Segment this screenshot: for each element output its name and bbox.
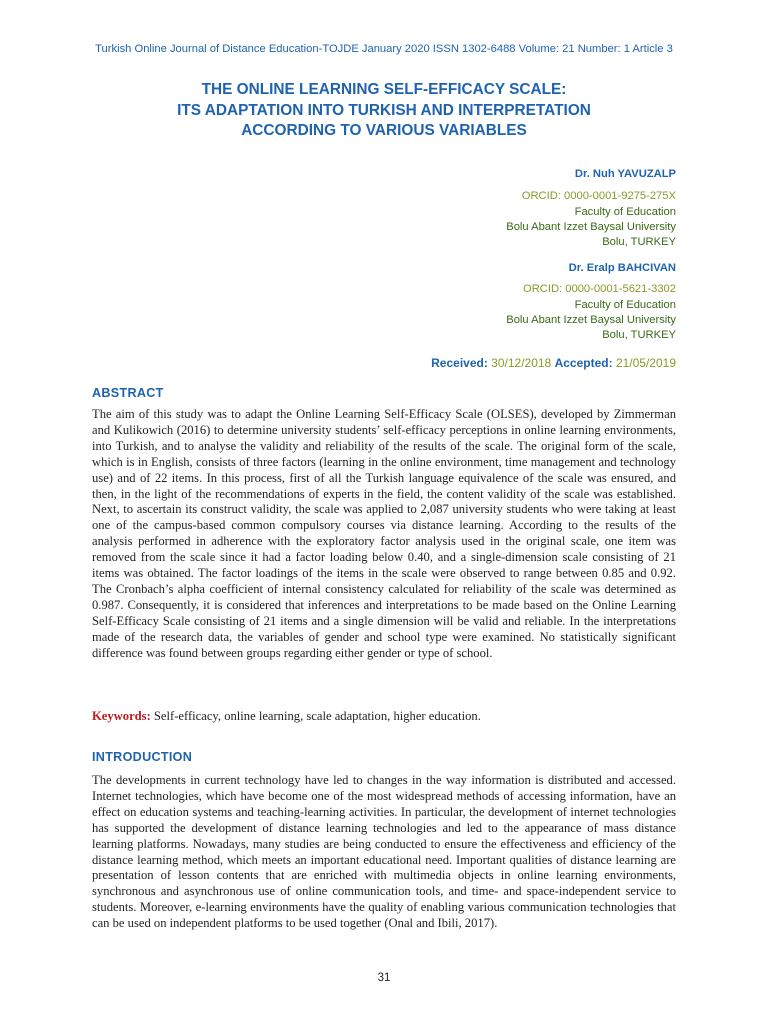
keywords [92,709,676,724]
introduction-heading: INTRODUCTION [92,750,193,764]
author-block-1 [506,167,676,250]
introduction-text: The developments in current technology have led to changes in the way information is distributed and accessed. Internet technologies, which have become one of the most widespread methods of accessing information, have an effect on education systems and teaching-learning activities. In particular, the development of internet technologies has supported the development of distance learning technologies and led to the appearance of mass distance learning platforms. Nowadays, many studies are being conducted to ensure the effectiveness and efficiency of the distance learning method, which meets an important educational need. Important qualities of distance learning are presentation of lesson contents that are enriched with multimedia objects in online learning environments, synchronous and asynchronous use of online communication tools, and time- and space-independent service to students. Moreover, e-learning environments have the quality of enabling various communication technologies that can be used on independent platforms to be used together (Onal and Ibili, 2017). [92,773,676,931]
submission-dates [431,356,676,370]
author-university: Bolu Abant Izzet Baysal University [506,313,676,326]
title-line: THE ONLINE LEARNING SELF-EFFICACY SCALE: [201,81,567,98]
keywords-text: Self-efficacy, online learning, scale adaptation, higher education. [150,709,481,723]
author-location: Bolu, TURKEY [602,236,676,249]
accepted-date: 21/05/2019 [615,356,676,370]
paper-title [60,80,708,142]
author-name: Dr. Nuh YAVUZALP [574,168,676,180]
author-orcid: ORCID: 0000-0001-5621-3302 [523,283,676,296]
abstract-text: The aim of this study was to adapt the Online Learning Self-Efficacy Scale (OLSES), developed by Zimmerman and Kulikowich (2016) to determine university students’ self-efficacy perceptions in online learning environments, into Turkish, and to analyse the validity and reliability of the results of the scale. The original form of the scale, which is in English, consists of three factors (learning in the online environment, time management and technology use) and of 22 items. In this process, first of all the Turkish language equivalence of the scale was ensured, and then, in the light of the recommendations of experts in the field, the content validity of the scale was established. Next, to ascertain its construct validity, the scale was applied to 2,087 university students who were taking at least one of the campus-based common compulsory courses via distance learning. According to the results of the analysis performed in adherence with the exploratory factor analysis used in the original scale, one item was removed from the scale since it had a factor loading below 0.40, and a single-dimension scale consisting of 21 items was obtained. The factor loadings of the items in the scale were observed to range between 0.85 and 0.92. The Cronbach’s alpha coefficient of internal consistency calculated for reliability of the scale was determined as 0.987. Consequently, it is considered that inferences and interpretations to be made based on the Online Learning Self-Efficacy Scale consisting of 21 items and a single dimension will be valid and reliable. In the interpretations made of the research data, the variables of gender and school type were examined. No statistically significant difference was found between groups regarding either gender or type of school. [92,407,676,660]
page-number: 31 [377,972,391,984]
author-block-2 [506,261,676,343]
accepted-label: Accepted: [554,356,613,370]
keywords-label: Keywords: [92,709,151,723]
title-line: ITS ADAPTATION INTO TURKISH AND INTERPRETATION [177,101,591,119]
received-label: Received: [431,356,488,370]
title-line: ACCORDING TO VARIOUS VARIABLES [241,122,527,139]
running-header: Turkish Online Journal of Distance Education-TOJDE January 2020 ISSN 1302-6488 Volume: 21 Number: 1 Article 3 [95,43,673,55]
author-orcid: ORCID: 0000-0001-9275-275X [521,190,676,203]
author-university: Bolu Abant Izzet Baysal University [506,220,676,233]
received-date: 30/12/2018 [491,356,552,370]
author-name: Dr. Eralp BAHCIVAN [568,262,676,274]
author-location: Bolu, TURKEY [602,329,676,342]
author-faculty: Faculty of Education [574,205,676,218]
author-faculty: Faculty of Education [574,298,676,311]
abstract-heading: ABSTRACT [92,386,164,400]
